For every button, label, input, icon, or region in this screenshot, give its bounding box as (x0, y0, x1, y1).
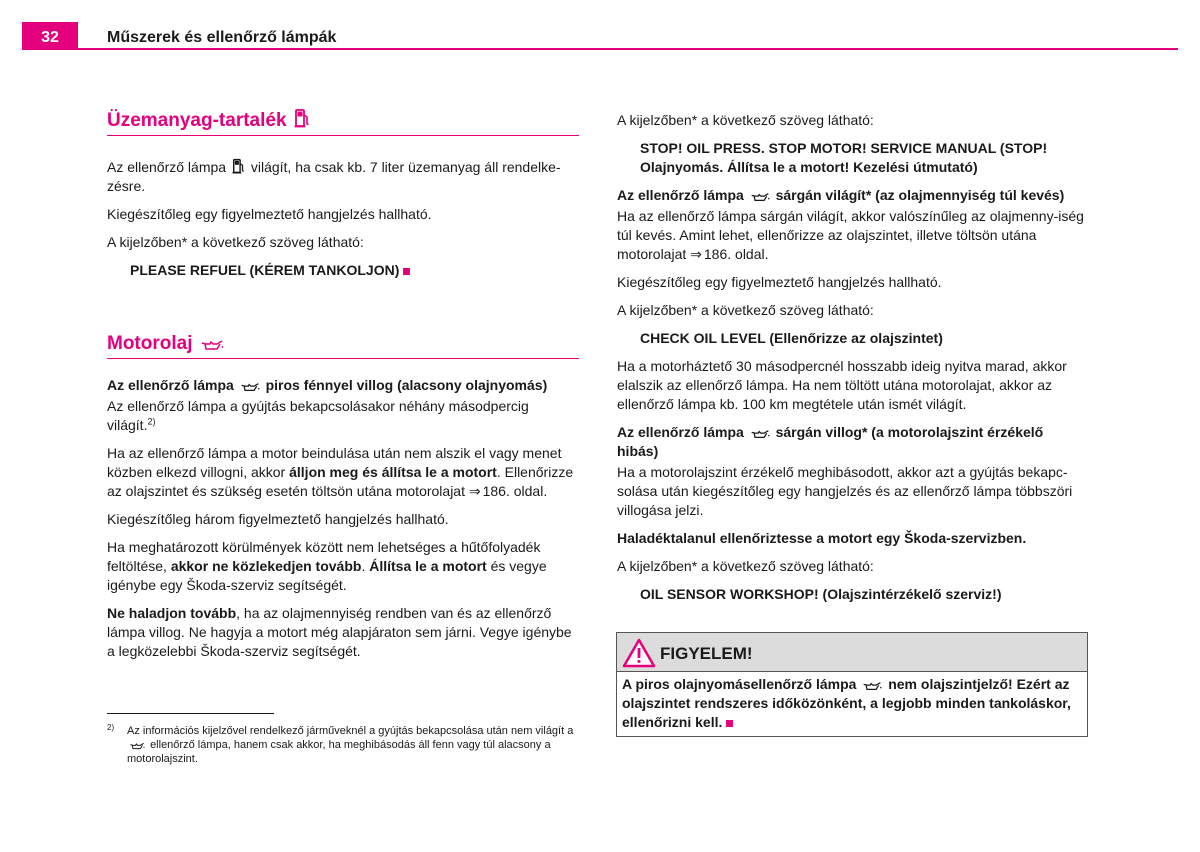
display-message-sensor: OIL SENSOR WORKSHOP! (Olajszintérzékelő szerviz!) (640, 586, 1002, 602)
oil-p4a: Ha meghatározott körülmények között nem lehetséges a hűtőfolyadék feltöltése, (107, 539, 541, 574)
oil-paragraph-1 (107, 397, 579, 435)
oil-p4b: akkor ne közlekedjen tovább (170, 558, 362, 574)
footnote-mark: 2) (107, 723, 115, 732)
oil-sub1a: Az ellenőrző lámpa (107, 377, 234, 393)
oil-p4d: Állítsa le a motort (369, 558, 487, 574)
end-square-icon (726, 720, 733, 727)
oil-p2c: . Ellenőrizze az olajszintet és szükség esetén töltsön utána motorolajat (107, 464, 574, 499)
footnote-text (127, 724, 579, 766)
footnote-text-a: Az információs kijelzővel rendelkező járműveknél a gyújtás bekapcsolása után nem világít a (127, 725, 574, 737)
fuel-msg-text: PLEASE REFUEL (KÉREM TANKOLJON) (130, 262, 400, 278)
warning-text-a: A piros olajnyomásellenőrző lámpa (622, 676, 857, 692)
oil-sub1b: piros fénnyel villog (alacsony olajnyomás) (265, 377, 548, 393)
oil-can-icon (240, 382, 260, 392)
right-p2a: Ha az ellenőrző lámpa sárgán világít, akkor valószínűleg az olajmenny-iség túl kevés. Amint lehet, ellenőrizze az olajszintet, illetve töltsön utána motorolajat (617, 208, 1084, 262)
arrow-right-icon: ⇒ (690, 246, 702, 262)
header-rule (22, 48, 1178, 50)
right-p2b: 186. oldal. (703, 246, 769, 262)
oil-p1: Az ellenőrző lámpa a gyújtás bekapcsolásakor néhány másodpercig világít. (107, 398, 529, 433)
footnote-text-b: ellenőrző lámpa, hanem csak akkor, ha meghibásodás áll fenn vagy túl alacsony a motorolajszint. (127, 739, 551, 765)
fuel-paragraph-3: A kijelzőben* a következő szöveg látható: (107, 234, 364, 250)
oil-subheading-2 (617, 186, 1088, 205)
oil-p5a: Ne haladjon tovább (107, 605, 237, 621)
right-paragraph-8: A kijelzőben* a következő szöveg látható: (617, 558, 874, 574)
display-message-check: CHECK OIL LEVEL (Ellenőrizze az olajszintet) (640, 330, 943, 346)
footnote (107, 724, 579, 766)
right-paragraph-2 (617, 207, 1088, 264)
oil-p4c: . (361, 558, 366, 574)
warning-header (617, 633, 1087, 672)
oil-can-icon (129, 742, 145, 750)
fuel-heading-text: Üzemanyag-tartalék (107, 110, 287, 131)
oil-p2a: Ha az ellenőrző lámpa a motor beindulása után nem alszik el vagy menet közben elkezd villogni, akkor (107, 445, 562, 480)
warning-title: FIGYELEM! (660, 644, 753, 663)
oil-p4e: és vegye igénybe egy Škoda-szerviz segítségét. (107, 558, 547, 593)
oil-subheading-3 (617, 423, 1088, 461)
oil-p5b: , ha az olajmennyiség rendben van és az ellenőrző lámpa villog. Ne hagyja a motort még alapjáraton sem járni. Vegye igénybe a legközelebbi Škoda-szerviz segítségét. (107, 605, 572, 659)
right-sub2b: sárgán világít* (az olajmennyiség túl kevés) (775, 187, 1065, 203)
page-number: 32 (22, 22, 78, 50)
oil-can-icon (862, 681, 882, 691)
right-sub3b: sárgán villog* (a motorolajszint érzékelő hibás) (617, 424, 1044, 459)
warning-text-b: nem olajszintjelző! Ezért az olajszintet rendszeres időközönként, a legjobb minden tankoláskor, ellenőrizni kell. (622, 676, 1071, 730)
fuel-p1b: világít, ha csak kb. 7 liter üzemanyag áll rendelke-zésre. (107, 159, 561, 194)
arrow-right-icon: ⇒ (468, 483, 481, 499)
right-paragraph-3: Kiegészítőleg egy figyelmeztető hangjelzés hallható. (617, 274, 942, 290)
fuel-display-message (130, 261, 579, 280)
oil-p2d: 186. oldal. (482, 483, 548, 499)
fuel-p1a: Az ellenőrző lámpa (107, 159, 227, 175)
oil-heading (107, 331, 579, 359)
oil-paragraph-4 (107, 538, 579, 595)
oil-can-icon (750, 429, 770, 439)
oil-paragraph-3: Kiegészítőleg három figyelmeztető hangjelzés hallható. (107, 511, 449, 527)
warning-text (617, 672, 1087, 736)
right-paragraph-6: Ha a motorolajszint érzékelő meghibásodott, akkor azt a gyújtás bekapc-solása után kiegészítőleg egy hangjelzés és az ellenőrző lámpa többszöri villogása jelzi. (617, 464, 1073, 518)
right-column (617, 111, 1088, 613)
oil-paragraph-2 (107, 444, 579, 501)
oil-subheading-1 (107, 376, 579, 395)
fuel-heading (107, 108, 579, 136)
display-message-stop: STOP! OIL PRESS. STOP MOTOR! SERVICE MANUAL (STOP! Olajnyomás. Állítsa le a motort! Kezelési útmutató) (640, 140, 1048, 175)
right-paragraph-4: A kijelzőben* a következő szöveg látható: (617, 302, 874, 318)
warning-box (616, 632, 1088, 737)
oil-can-icon (200, 339, 224, 351)
warning-triangle-icon (622, 638, 656, 673)
fuel-paragraph-2: Kiegészítőleg egy figyelmeztető hangjelzés hallható. (107, 206, 432, 222)
right-sub3a: Az ellenőrző lámpa (617, 424, 744, 440)
oil-p2b: álljon meg és állítsa le a motort (289, 464, 497, 480)
right-paragraph-5: Ha a motorháztető 30 másodpercnél hosszabb ideig nyitva marad, akkor elalszik az ellenőrző lámpa. Ha nem töltött utána motorolajat, akkor az ellenőrző lámpa kb. 100 km megtétele után ismét világít. (617, 358, 1067, 412)
fuel-pump-icon (232, 158, 245, 174)
right-paragraph-1: A kijelzőben* a következő szöveg látható: (617, 112, 874, 128)
left-column (107, 108, 579, 670)
page-title: Műszerek és ellenőrző lámpák (107, 29, 337, 46)
fuel-pump-icon (294, 108, 310, 128)
right-sub2a: Az ellenőrző lámpa (617, 187, 744, 203)
oil-can-icon (750, 192, 770, 202)
oil-paragraph-5 (107, 604, 579, 661)
oil-heading-text: Motorolaj (107, 333, 193, 354)
footnote-ref: 2) (147, 416, 156, 427)
right-paragraph-7: Haladéktalanul ellenőriztesse a motort egy Škoda-szervizben. (617, 530, 1027, 546)
footnote-rule (107, 713, 274, 714)
end-square-icon (403, 268, 410, 275)
fuel-paragraph-1 (107, 158, 579, 196)
